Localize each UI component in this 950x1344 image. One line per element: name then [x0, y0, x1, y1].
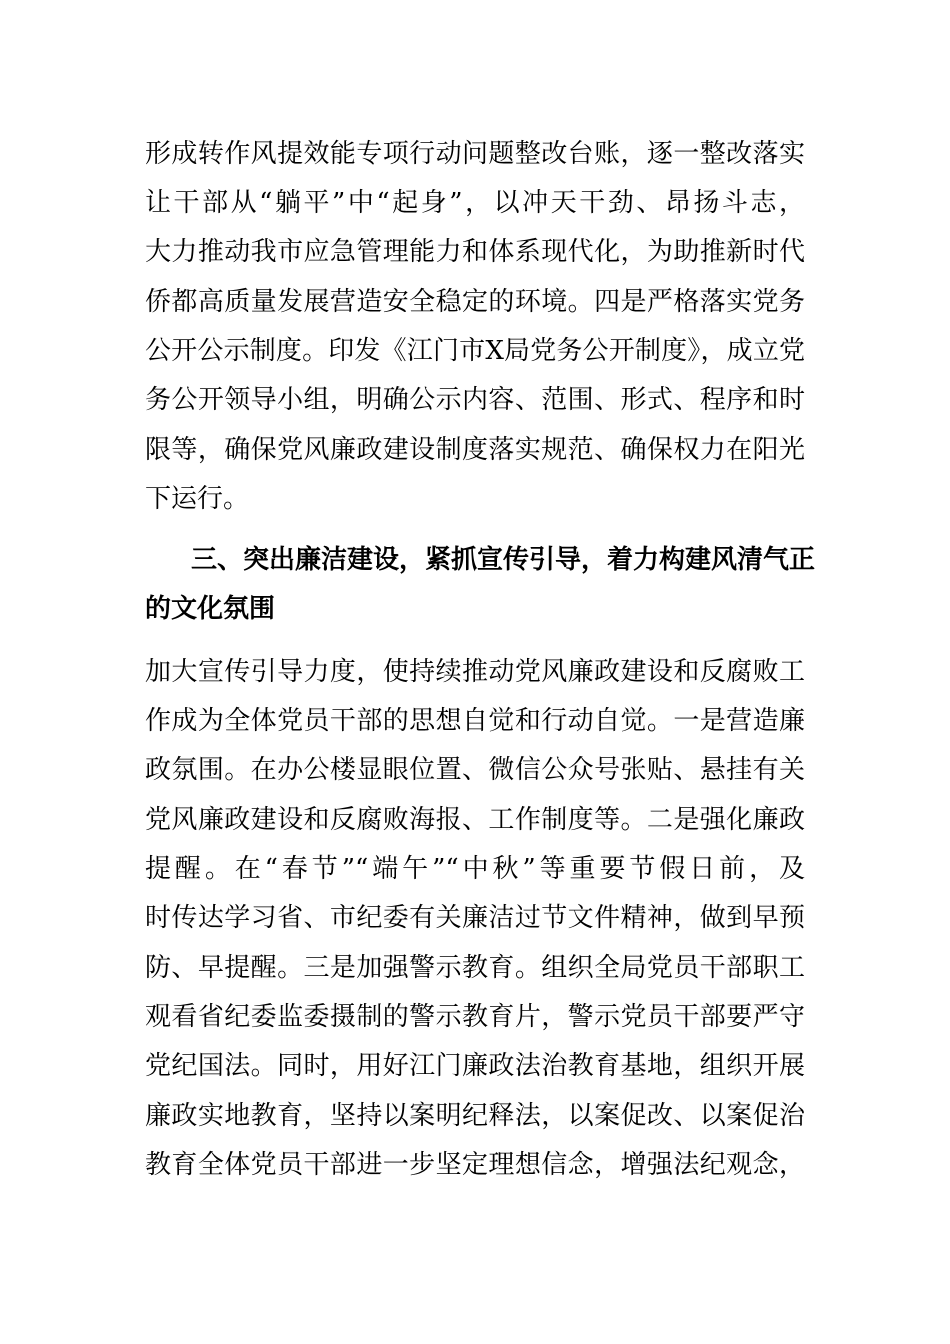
paragraph-2-line-5: 提醒。在“春节”“端午”“中秋”等重要节假日前，及 [145, 854, 805, 884]
paragraph-2-line-4: 党风廉政建设和反腐败海报、工作制度等。二是强化廉政 [145, 805, 805, 835]
paragraph-2-line-3: 政氛围。在办公楼显眼位置、微信公众号张贴、悬挂有关 [145, 755, 805, 785]
paragraph-1-line-7: 限等，确保党风廉政建设制度落实规范、确保权力在阳光 [145, 435, 805, 465]
paragraph-2-line-1: 加大宣传引导力度，使持续推动党风廉政建设和反腐败工 [145, 657, 805, 687]
paragraph-1-line-1: 形成转作风提效能专项行动问题整改台账，逐一整改落实 [145, 139, 805, 169]
section-heading-line-2: 的文化氛围 [145, 594, 276, 624]
paragraph-1-line-6: 务公开领导小组，明确公示内容、范围、形式、程序和时 [145, 385, 805, 415]
paragraph-2-line-8: 观看省纪委监委摄制的警示教育片，警示党员干部要严守 [145, 1002, 805, 1032]
paragraph-2-line-9: 党纪国法。同时，用好江门廉政法治教育基地，组织开展 [145, 1051, 805, 1081]
paragraph-2-line-7: 防、早提醒。三是加强警示教育。组织全局党员干部职工 [145, 953, 805, 983]
paragraph-1-line-5: 公开公示制度。印发《江门市X局党务公开制度》，成立党 [145, 336, 805, 366]
paragraph-1-line-3: 大力推动我市应急管理能力和体系现代化，为助推新时代 [145, 237, 805, 267]
paragraph-1-line-4: 侨都高质量发展营造安全稳定的环境。四是严格落实党务 [145, 287, 805, 317]
paragraph-2-line-2: 作成为全体党员干部的思想自觉和行动自觉。一是营造廉 [145, 706, 805, 736]
paragraph-2-line-11: 教育全体党员干部进一步坚定理想信念，增强法纪观念， [145, 1150, 805, 1180]
paragraph-2-line-6: 时传达学习省、市纪委有关廉洁过节文件精神，做到早预 [145, 903, 805, 933]
paragraph-1-line-8: 下运行。 [145, 484, 250, 514]
paragraph-2-line-10: 廉政实地教育，坚持以案明纪释法，以案促改、以案促治 [145, 1101, 805, 1131]
paragraph-1-line-2: 让干部从“躺平”中“起身”，以冲天干劲、昂扬斗志， [145, 188, 805, 218]
section-heading-line-1: 三、突出廉洁建设，紧抓宣传引导，着力构建风清气正 [191, 545, 816, 575]
